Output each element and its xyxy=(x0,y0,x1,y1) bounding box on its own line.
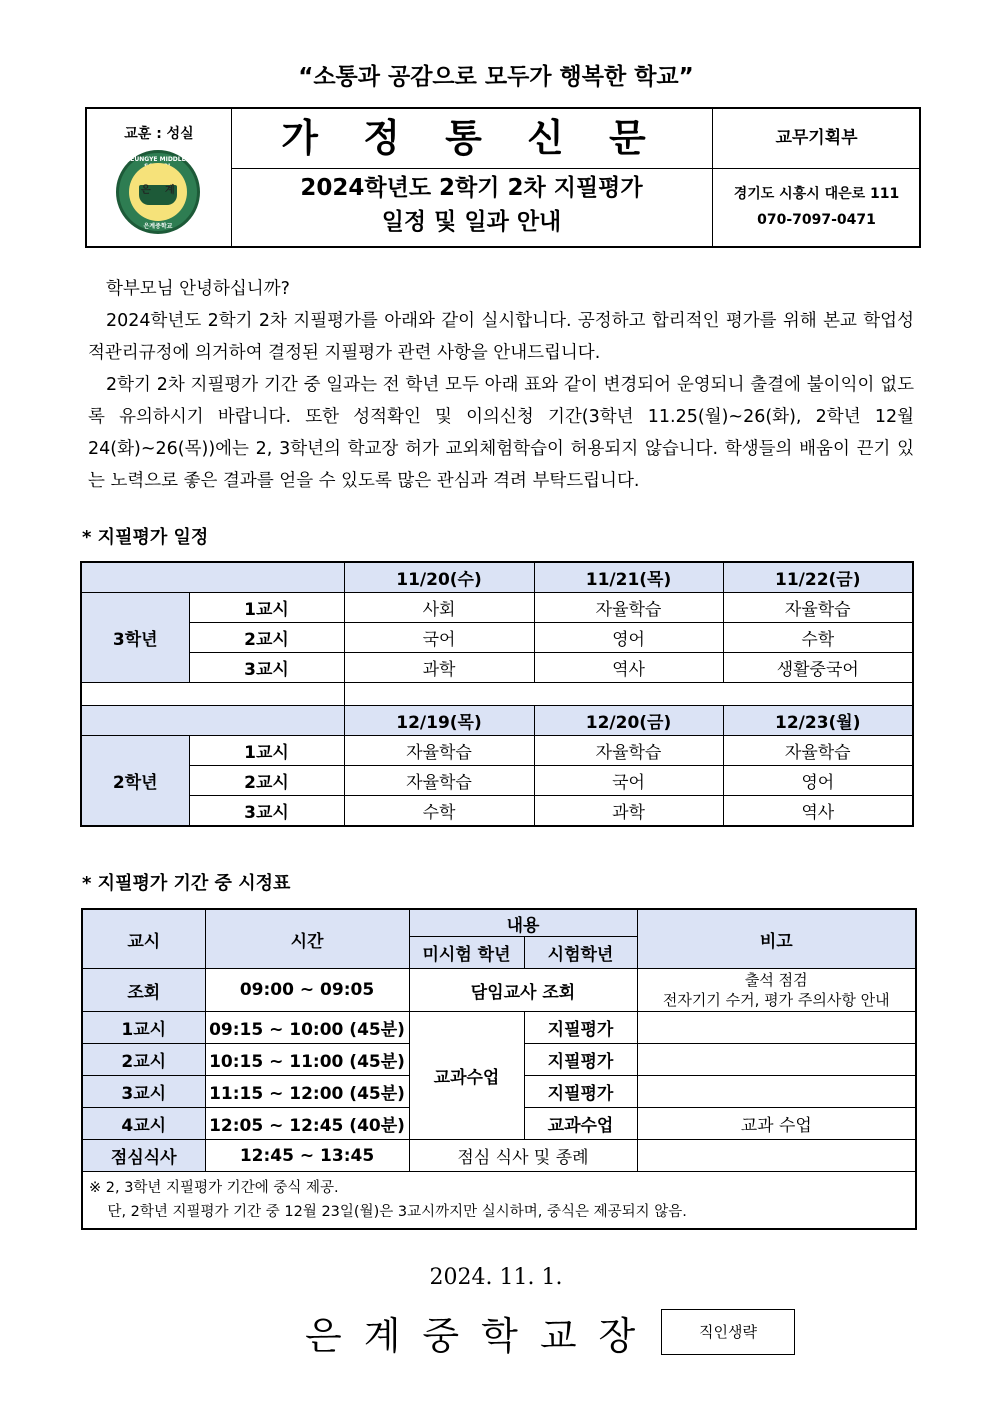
exam-content: 지필평가 xyxy=(524,1044,637,1076)
table-row xyxy=(81,736,913,766)
table-row xyxy=(82,909,916,937)
contact-info xyxy=(713,181,920,233)
note-cell xyxy=(637,1012,916,1044)
content-cell: 점심 식사 및 종례 xyxy=(409,1140,637,1172)
date-header: 11/22(금) xyxy=(723,562,913,593)
principal-signature: 은계중학교장 xyxy=(305,1314,658,1358)
footnote-line-2: 단, 2학년 지필평가 기간 중 12월 23일(월)은 3교시까지만 실시하며, 중식은 제공되지 않음. xyxy=(89,1204,687,1220)
table-row xyxy=(81,766,913,796)
date-header: 12/23(월) xyxy=(723,706,913,736)
subject-cell: 자율학습 xyxy=(723,736,913,766)
letter-body xyxy=(88,273,914,497)
subtitle-line-2: 일정 및 일과 안내 xyxy=(381,209,562,235)
subject-cell: 자율학습 xyxy=(344,736,534,766)
header-non-exam: 미시험 학년 xyxy=(409,937,524,969)
period-cell: 2교시 xyxy=(82,1044,205,1076)
table-row xyxy=(81,796,913,827)
timetable-footnote xyxy=(82,1172,916,1230)
table-row xyxy=(82,1172,916,1230)
header-time: 시간 xyxy=(205,909,409,969)
header-exam: 시험학년 xyxy=(524,937,637,969)
period-cell: 1교시 xyxy=(82,1012,205,1044)
period-label: 2교시 xyxy=(189,766,344,796)
school-slogan: “소통과 공감으로 모두가 행복한 학교” xyxy=(298,64,694,90)
time-cell: 09:15 ~ 10:00 (45분) xyxy=(205,1012,409,1044)
logo-char-1: 은 xyxy=(141,185,151,196)
section-title-timetable: * 지필평가 기간 중 시정표 xyxy=(82,873,291,894)
table-row xyxy=(81,653,913,683)
period-label: 3교시 xyxy=(189,653,344,683)
page-subtitle xyxy=(231,171,712,239)
time-cell: 10:15 ~ 11:00 (45분) xyxy=(205,1044,409,1076)
greeting: 학부모님 안녕하십니까? xyxy=(106,279,290,299)
non-exam-content: 교과수업 xyxy=(409,1012,524,1140)
exam-schedule-table xyxy=(80,561,914,827)
subject-cell: 과학 xyxy=(534,796,723,827)
date-header: 11/20(수) xyxy=(344,562,534,593)
period-cell: 3교시 xyxy=(82,1076,205,1108)
header-note: 비고 xyxy=(637,909,916,969)
note-line-2: 전자기기 수거, 평가 주의사항 안내 xyxy=(662,991,890,1009)
paragraph-2: 2학기 2차 지필평가 기간 중 일과는 전 학년 모두 아래 표와 같이 변경되어 운영되니 출결에 불이익이 없도록 유의하시기 바랍니다. 또한 성적확인 및 이의신청 기간(3학년 11.25(월)~26(화), 2학년 12월 24(화)~26(목))에는 2, 3학년의 학교장 허가 교외체험학습이 허용되지 않습니다. 학생들의 배움이 끈기 있는 노력으로 좋은 결과를 얻을 수 있도록 많은 관심과 격려 부탁드립니다. xyxy=(88,375,914,491)
daily-timetable xyxy=(81,908,917,1230)
seal-stamp: 직인생략 xyxy=(661,1309,795,1355)
table-row xyxy=(81,593,913,623)
content-cell: 담임교사 조회 xyxy=(409,969,637,1012)
subject-cell: 수학 xyxy=(344,796,534,827)
period-label: 1교시 xyxy=(189,593,344,623)
note-cell xyxy=(637,1140,916,1172)
newsletter-header xyxy=(85,107,921,248)
subject-cell: 수학 xyxy=(723,623,913,653)
table-row xyxy=(81,623,913,653)
exam-content: 교과수업 xyxy=(524,1108,637,1140)
address: 경기도 시흥시 대은로 111 xyxy=(733,186,900,202)
department: 교무기획부 xyxy=(775,128,858,148)
table-row xyxy=(81,562,913,593)
period-label: 2교시 xyxy=(189,623,344,653)
table-row xyxy=(82,969,916,1012)
date-header: 11/21(목) xyxy=(534,562,723,593)
subject-cell: 자율학습 xyxy=(723,593,913,623)
table-row xyxy=(81,706,913,736)
date-header: 12/20(금) xyxy=(534,706,723,736)
subject-cell: 과학 xyxy=(344,653,534,683)
subject-cell: 국어 xyxy=(534,766,723,796)
subject-cell: 자율학습 xyxy=(344,766,534,796)
note-cell: 교과 수업 xyxy=(637,1108,916,1140)
period-cell: 점심식사 xyxy=(82,1140,205,1172)
subject-cell: 역사 xyxy=(723,796,913,827)
subject-cell: 자율학습 xyxy=(534,593,723,623)
logo-top-text: EUNGYE MIDDLE xyxy=(130,156,186,163)
table-row xyxy=(82,1012,916,1044)
page-title: 가 정 통 신 문 xyxy=(281,116,662,160)
logo-char-2: 계 xyxy=(165,185,175,196)
subject-cell: 영어 xyxy=(723,766,913,796)
subject-cell: 역사 xyxy=(534,653,723,683)
footnote-line-1: ※ 2, 3학년 지필평가 기간에 중식 제공. xyxy=(89,1180,339,1196)
exam-content: 지필평가 xyxy=(524,1076,637,1108)
period-cell: 4교시 xyxy=(82,1108,205,1140)
time-cell: 09:00 ~ 09:05 xyxy=(205,969,409,1012)
phone: 070-7097-0471 xyxy=(757,212,876,228)
subject-cell: 생활중국어 xyxy=(723,653,913,683)
school-motto: 교훈 : 성실 xyxy=(124,126,194,142)
exam-content: 지필평가 xyxy=(524,1012,637,1044)
period-cell: 조회 xyxy=(82,969,205,1012)
logo-cell xyxy=(87,109,232,246)
header-content: 내용 xyxy=(409,909,637,937)
grade-label: 3학년 xyxy=(81,593,189,683)
grade-label: 2학년 xyxy=(81,736,189,827)
period-label: 3교시 xyxy=(189,796,344,827)
section-title-schedule: * 지필평가 일정 xyxy=(82,527,209,548)
time-cell: 12:45 ~ 13:45 xyxy=(205,1140,409,1172)
date-header: 12/19(목) xyxy=(344,706,534,736)
logo-bottom-text: 은계중학교 xyxy=(143,223,173,230)
note-cell xyxy=(637,1044,916,1076)
issue-date: 2024. 11. 1. xyxy=(429,1265,563,1290)
header-period: 교시 xyxy=(82,909,205,969)
time-cell: 12:05 ~ 12:45 (40분) xyxy=(205,1108,409,1140)
paragraph-1: 2024학년도 2학기 2차 지필평가를 아래와 같이 실시합니다. 공정하고 합리적인 평가를 위해 본교 학업성적관리규정에 의거하여 결정된 지필평가 관련 사항을 안내드립니다. xyxy=(88,311,914,363)
info-cell xyxy=(712,109,920,246)
table-spacer-row xyxy=(81,683,913,706)
school-logo-icon xyxy=(116,150,200,234)
note-cell xyxy=(637,969,916,1012)
subject-cell: 국어 xyxy=(344,623,534,653)
note-cell xyxy=(637,1076,916,1108)
subject-cell: 사회 xyxy=(344,593,534,623)
subject-cell: 영어 xyxy=(534,623,723,653)
table-row xyxy=(82,1140,916,1172)
period-label: 1교시 xyxy=(189,736,344,766)
subject-cell: 자율학습 xyxy=(534,736,723,766)
note-line-1: 출석 점검 xyxy=(744,971,808,989)
time-cell: 11:15 ~ 12:00 (45분) xyxy=(205,1076,409,1108)
subtitle-line-1: 2024학년도 2학기 2차 지필평가 xyxy=(300,175,643,201)
